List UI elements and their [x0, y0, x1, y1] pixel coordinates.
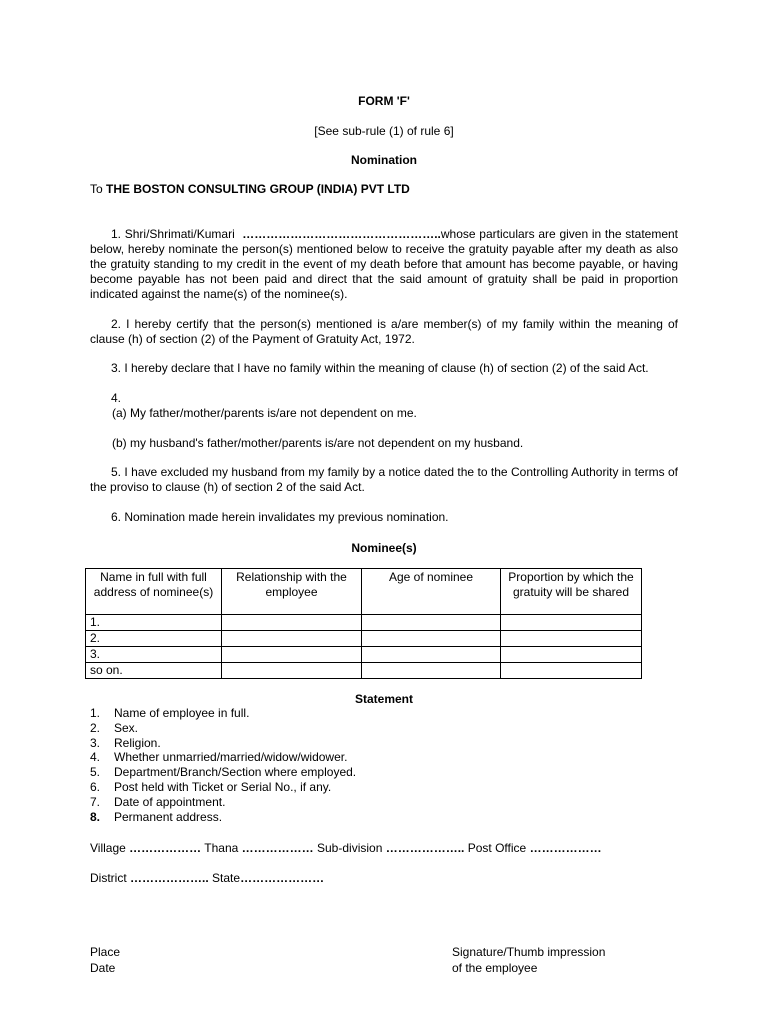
- list-item: 7. Date of appointment.: [90, 794, 226, 809]
- paragraph-1: [90, 227, 678, 302]
- statement-list: [90, 706, 356, 824]
- para1-lead: 1. Shri/Shrimati/Kumari: [111, 227, 235, 241]
- table-cell: [222, 615, 362, 631]
- nominees-heading: Nominee(s): [351, 541, 417, 555]
- list-item: 3. Religion.: [90, 735, 161, 750]
- table-cell: [222, 663, 362, 679]
- para1-name-blank: …………………………………………..: [242, 227, 441, 241]
- list-item: 6. Post held with Ticket or Serial No., if any.: [90, 779, 332, 794]
- para2-text: 2. I hereby certify that the person(s) mentioned is a/are member(s) of my family within the meaning of clause (h) of section (2) of the Payment of Gratuity Act, 1972.: [90, 317, 678, 346]
- addressee-line: [90, 182, 410, 196]
- para6-text: 6. Nomination made herein invalidates my previous nomination.: [111, 510, 449, 524]
- row-label: 2.: [86, 631, 222, 647]
- table-row: [86, 615, 642, 631]
- signature-label-cont: of the employee: [452, 961, 538, 975]
- table-cell: [222, 631, 362, 647]
- table-cell: [362, 647, 501, 663]
- table-cell: [501, 663, 642, 679]
- paragraph-3: [90, 361, 678, 376]
- para1-text: whose particulars are given in the statement below, hereby nominate the person(s) mentioned below to receive the gratuity payable after my death as also the gratuity standing to my credit in the event of my death before that amount has become payable, or having become payable has not been paid and direct that the said amount of gratuity shall be paid in proportion indicated against the name(s) of the nominee(s).: [90, 227, 679, 301]
- table-row: [86, 663, 642, 679]
- para3-text: 3. I hereby declare that I have no family within the meaning of clause (h) of section (2) of the said Act.: [111, 361, 649, 375]
- address-line-village: Village ……………… Thana ……………… Sub-division ……………….. Post Office ………………: [90, 841, 602, 855]
- date-label: Date: [90, 961, 116, 975]
- table-cell: [362, 615, 501, 631]
- place-date-block: [90, 944, 120, 976]
- table-cell: [501, 631, 642, 647]
- table-cell: [501, 615, 642, 631]
- para4-number: 4.: [111, 391, 122, 405]
- list-item: 8. Permanent address.: [90, 809, 223, 824]
- para4b-text: (b) my husband's father/mother/parents is/are not dependent on my husband.: [112, 436, 524, 450]
- col-header-relationship: Relationship with the employee: [222, 569, 362, 615]
- table-row: [86, 631, 642, 647]
- para4a-text: (a) My father/mother/parents is/are not dependent on me.: [112, 406, 417, 420]
- col-header-name: Name in full with full address of nominee(s): [86, 569, 222, 615]
- table-cell: [222, 647, 362, 663]
- list-item: 4. Whether unmarried/married/widow/widower.: [90, 750, 348, 765]
- table-row: [86, 647, 642, 663]
- paragraph-5: [90, 465, 678, 495]
- col-header-proportion: Proportion by which the gratuity will be shared: [501, 569, 642, 615]
- row-label: 1.: [86, 615, 222, 631]
- statement-heading: Statement: [354, 692, 413, 706]
- signature-label: Signature/Thumb impression: [452, 945, 606, 959]
- nominee-table-header: [86, 569, 642, 615]
- table-cell: [501, 647, 642, 663]
- form-title: FORM 'F': [358, 94, 410, 108]
- list-item: 5. Department/Branch/Section where employed.: [90, 765, 357, 780]
- paragraph-6: [90, 510, 678, 525]
- to-prefix: To: [90, 182, 103, 196]
- company-name: THE BOSTON CONSULTING GROUP (INDIA) PVT LTD: [106, 182, 410, 196]
- subrule-reference: [See sub-rule (1) of rule 6]: [314, 124, 454, 138]
- row-label: so on.: [86, 663, 222, 679]
- col-header-age: Age of nominee: [362, 569, 501, 615]
- table-cell: [362, 631, 501, 647]
- row-label: 3.: [86, 647, 222, 663]
- list-item: 1. Name of employee in full.: [90, 706, 250, 720]
- nomination-heading: Nomination: [351, 153, 417, 167]
- list-item: 2. Sex.: [90, 720, 139, 735]
- signature-block: [452, 944, 605, 976]
- table-cell: [362, 663, 501, 679]
- paragraph-2: [90, 317, 678, 347]
- place-label: Place: [90, 945, 121, 959]
- address-line-district: District ……………….. State…………………: [90, 871, 325, 885]
- nominee-table: [85, 568, 642, 679]
- para5-text: 5. I have excluded my husband from my family by a notice dated the to the Controlling Authority in terms of the proviso to clause (h) of section 2 of the said Act.: [90, 465, 678, 494]
